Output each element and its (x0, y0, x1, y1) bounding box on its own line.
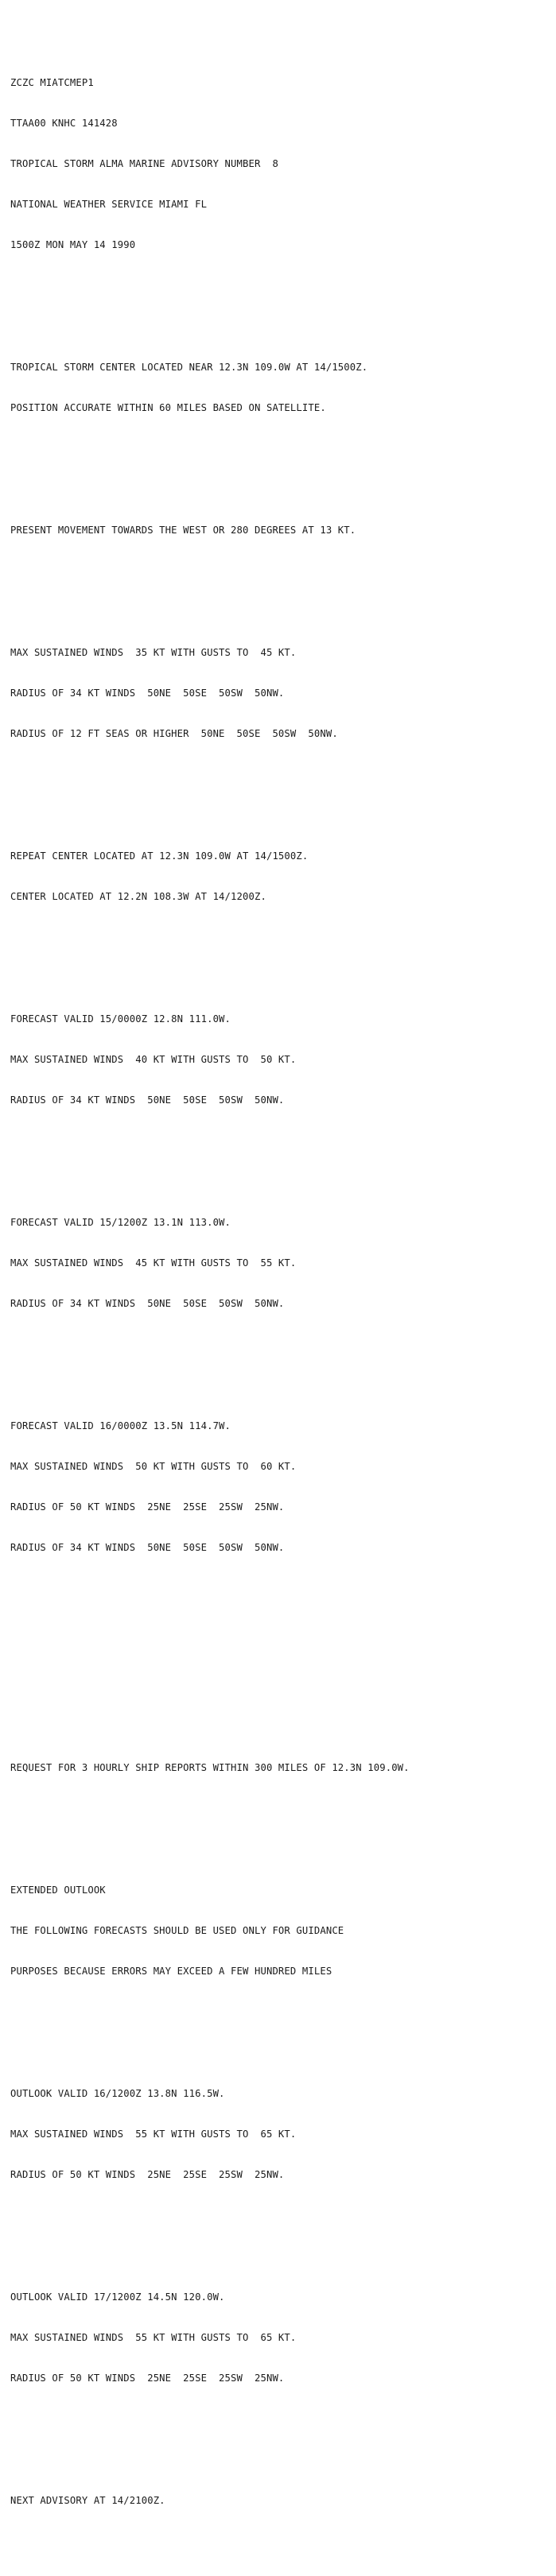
forecast-block-1 (10, 986, 554, 1134)
next-advisory: NEXT ADVISORY AT 14/2100Z. (10, 2495, 165, 2506)
forecast-valid: FORECAST VALID 15/1200Z 13.1N 113.0W. (10, 1217, 231, 1228)
forecast-valid: FORECAST VALID 16/0000Z 13.5N 114.7W. (10, 1420, 231, 1431)
movement-block (10, 497, 554, 564)
outlook-guidance: THE FOLLOWING FORECASTS SHOULD BE USED ONLY FOR GUIDANCE (10, 1925, 344, 1936)
outlook-radius-50: RADIUS OF 50 KT WINDS 25NE 25SE 25SW 25NW. (10, 2169, 285, 2180)
wmo-header: TTAA00 KNHC 141428 (10, 118, 118, 129)
outlook-block-2 (10, 2264, 554, 2412)
max-winds: MAX SUSTAINED WINDS 35 KT WITH GUSTS TO 45 KT. (10, 647, 297, 658)
center-block (10, 334, 554, 442)
forecast-max-winds: MAX SUSTAINED WINDS 50 KT WITH GUSTS TO 60 KT. (10, 1461, 297, 1472)
repeat-block (10, 823, 554, 931)
outlook-disclaimer: PURPOSES BECAUSE ERRORS MAY EXCEED A FEW HUNDRED MILES (10, 1966, 332, 1977)
repeat-center: REPEAT CENTER LOCATED AT 12.3N 109.0W AT 14/1500Z. (10, 850, 309, 862)
outlook-intro-block (10, 1857, 554, 2005)
bulletin-id: ZCZC MIATCMEP1 (10, 77, 94, 88)
outlook-valid: OUTLOOK VALID 17/1200Z 14.5N 120.0W. (10, 2291, 225, 2303)
forecast-max-winds: MAX SUSTAINED WINDS 40 KT WITH GUSTS TO 50 KT. (10, 1054, 297, 1065)
prior-center: CENTER LOCATED AT 12.2N 108.3W AT 14/1200Z. (10, 891, 266, 902)
forecast-valid: FORECAST VALID 15/0000Z 12.8N 111.0W. (10, 1013, 231, 1025)
outlook-block-1 (10, 2060, 554, 2209)
wind-radius-34: RADIUS OF 34 KT WINDS 50NE 50SE 50SW 50NW. (10, 688, 285, 699)
outlook-heading: EXTENDED OUTLOOK (10, 1885, 106, 1896)
forecast-radius-34: RADIUS OF 34 KT WINDS 50NE 50SE 50SW 50NW. (10, 1298, 285, 1309)
seas-radius-12ft: RADIUS OF 12 FT SEAS OR HIGHER 50NE 50SE 50SW 50NW. (10, 728, 338, 739)
center-location: TROPICAL STORM CENTER LOCATED NEAR 12.3N 109.0W AT 14/1500Z. (10, 362, 368, 373)
forecast-radius-34: RADIUS OF 34 KT WINDS 50NE 50SE 50SW 50NW. (10, 1542, 285, 1553)
request-block (10, 1734, 554, 1802)
outlook-radius-50: RADIUS OF 50 KT WINDS 25NE 25SE 25SW 25NW. (10, 2373, 285, 2384)
forecast-radius-34: RADIUS OF 34 KT WINDS 50NE 50SE 50SW 50NW. (10, 1094, 285, 1106)
position-accuracy: POSITION ACCURATE WITHIN 60 MILES BASED ON SATELLITE. (10, 402, 326, 413)
next-advisory-block (10, 2467, 554, 2535)
advisory-title: TROPICAL STORM ALMA MARINE ADVISORY NUMBER 8 (10, 158, 278, 169)
blank-space (10, 1637, 554, 1694)
forecast-block-2 (10, 1189, 554, 1338)
forecast-radius-50: RADIUS OF 50 KT WINDS 25NE 25SE 25SW 25NW. (10, 1501, 285, 1513)
winds-block (10, 619, 554, 768)
forecast-block-3 (10, 1393, 554, 1582)
outlook-max-winds: MAX SUSTAINED WINDS 55 KT WITH GUSTS TO 65 KT. (10, 2129, 297, 2140)
advisory-document (10, 9, 554, 2576)
issuing-office: NATIONAL WEATHER SERVICE MIAMI FL (10, 199, 208, 210)
ship-report-request: REQUEST FOR 3 HOURLY SHIP REPORTS WITHIN 300 MILES OF 12.3N 109.0W. (10, 1762, 410, 1773)
forecast-max-winds: MAX SUSTAINED WINDS 45 KT WITH GUSTS TO 55 KT. (10, 1257, 297, 1269)
present-movement: PRESENT MOVEMENT TOWARDS THE WEST OR 280 DEGREES AT 13 KT. (10, 525, 356, 536)
outlook-valid: OUTLOOK VALID 16/1200Z 13.8N 116.5W. (10, 2088, 225, 2099)
header-block (10, 49, 554, 279)
outlook-max-winds: MAX SUSTAINED WINDS 55 KT WITH GUSTS TO 65 KT. (10, 2332, 297, 2343)
issue-time: 1500Z MON MAY 14 1990 (10, 239, 136, 250)
